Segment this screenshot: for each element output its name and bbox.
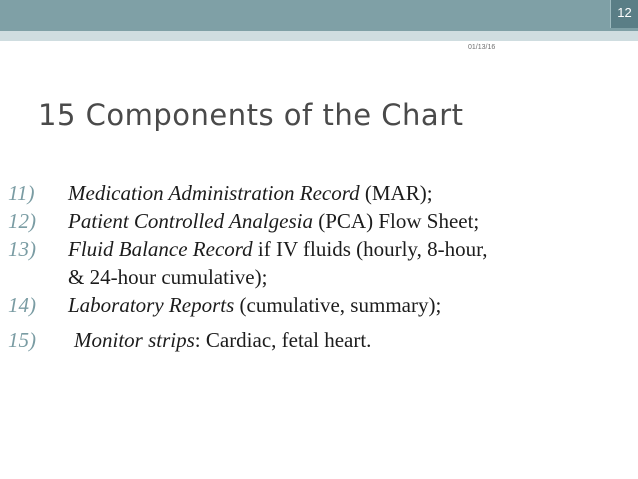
list-item bbox=[0, 326, 638, 354]
item-number: 13) bbox=[8, 237, 36, 261]
list-item bbox=[0, 207, 638, 235]
item-text: : Cardiac, fetal heart. bbox=[194, 328, 372, 352]
page-number-badge: 12 bbox=[610, 0, 638, 28]
item-number: 14) bbox=[8, 293, 36, 317]
item-emphasis: Laboratory Reports bbox=[68, 293, 235, 317]
item-number: 12) bbox=[8, 209, 36, 233]
item-emphasis: Fluid Balance Record bbox=[68, 237, 253, 261]
top-bar bbox=[0, 0, 638, 31]
item-emphasis: Monitor strips bbox=[74, 328, 195, 352]
item-text: if IV fluids (hourly, 8-hour, bbox=[252, 237, 488, 261]
item-number: 11) bbox=[8, 181, 35, 205]
list-item bbox=[0, 235, 638, 291]
slide-title: 15 Components of the Chart bbox=[38, 98, 464, 132]
item-text: (PCA) Flow Sheet; bbox=[313, 209, 480, 233]
slide-date: 01/13/16 bbox=[468, 44, 496, 51]
item-emphasis: Medication Administration Record bbox=[68, 181, 360, 205]
components-list bbox=[0, 179, 638, 354]
list-item bbox=[0, 179, 638, 207]
item-continuation: & 24-hour cumulative); bbox=[68, 265, 268, 289]
item-emphasis: Patient Controlled Analgesia bbox=[68, 209, 313, 233]
item-text: (cumulative, summary); bbox=[234, 293, 442, 317]
item-number: 15) bbox=[8, 328, 36, 352]
item-text: (MAR); bbox=[359, 181, 433, 205]
accent-band bbox=[0, 31, 638, 41]
list-item bbox=[0, 291, 638, 319]
